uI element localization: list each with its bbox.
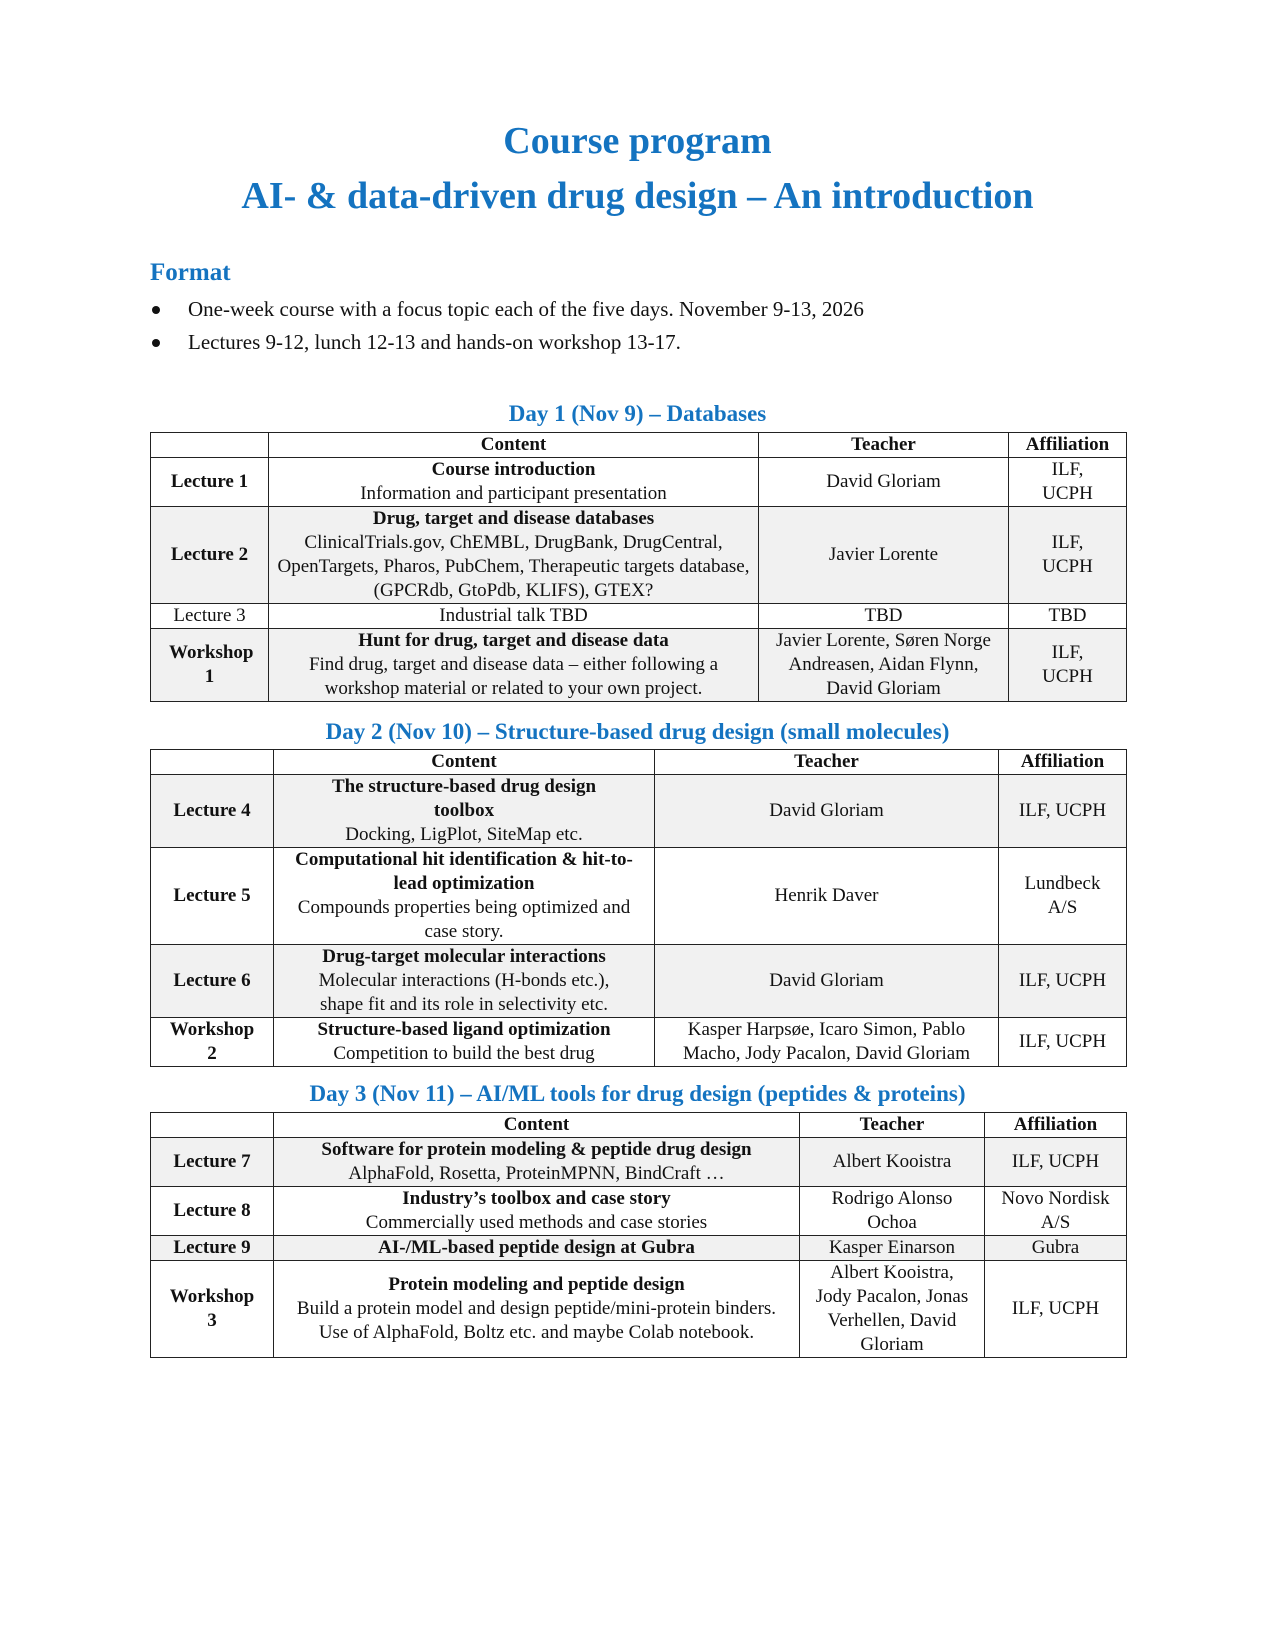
format-heading: Format (150, 259, 231, 286)
affiliation-header: Affiliation (985, 1113, 1127, 1138)
content-header: Content (269, 433, 759, 458)
table-row (151, 1236, 1127, 1261)
day-3-table (150, 1112, 1127, 1358)
table-row (151, 1261, 1127, 1358)
table-row (151, 604, 1127, 629)
day-2-heading: Day 2 (Nov 10) – Structure-based drug design (small molecules) (325, 719, 950, 744)
session-teacher: David Gloriam (759, 458, 1009, 507)
session-title: Drug, target and disease databases (372, 508, 655, 529)
session-description: ClinicalTrials.gov, ChEMBL, DrugBank, DrugCentral, OpenTargets, Pharos, PubChem, Therapeutic targets database, (GPCRdb, GtoPdb, KLIFS), GTEX? (277, 532, 750, 601)
day-1-table (150, 432, 1127, 702)
session-teacher: Henrik Daver (655, 848, 999, 945)
session-affiliation: TBD (1009, 604, 1127, 629)
session-title: The structure-based drug design toolbox (331, 776, 597, 821)
session-teacher: TBD (759, 604, 1009, 629)
session-teacher: David Gloriam (655, 775, 999, 848)
teacher-header: Teacher (800, 1113, 985, 1138)
session-affiliation: Lundbeck A/S (999, 848, 1127, 945)
session-title: Software for protein modeling & peptide drug design (321, 1139, 752, 1160)
session-title: Computational hit identification & hit-to-lead optimization (295, 849, 633, 894)
session-affiliation: Novo Nordisk A/S (985, 1187, 1127, 1236)
session-content (274, 848, 655, 945)
page-subtitle: AI- & data-driven drug design – An introduction (241, 175, 1034, 217)
session-content (274, 945, 655, 1018)
affiliation-header: Affiliation (999, 750, 1127, 775)
session-affiliation: ILF, UCPH (999, 945, 1127, 1018)
session-teacher: David Gloriam (655, 945, 999, 1018)
session-content (274, 1138, 800, 1187)
session-content (269, 629, 759, 702)
day-1-heading: Day 1 (Nov 9) – Databases (508, 401, 767, 426)
teacher-header: Teacher (759, 433, 1009, 458)
session-label: Lecture 9 (151, 1236, 274, 1261)
session-description: Competition to build the best drug (333, 1043, 595, 1064)
session-label: Lecture 2 (151, 507, 269, 604)
session-label: Lecture 8 (151, 1187, 274, 1236)
session-title: Hunt for drug, target and disease data (358, 630, 669, 651)
format-bullet: Lectures 9-12, lunch 12-13 and hands-on workshop 13-17. (150, 326, 864, 359)
session-teacher: Albert Kooistra (800, 1138, 985, 1187)
session-content (269, 604, 759, 629)
table-header-row (151, 1113, 1127, 1138)
table-row (151, 1187, 1127, 1236)
session-description: Find drug, target and disease data – either following a workshop material or related to your own project. (308, 654, 719, 699)
session-label: Workshop 3 (151, 1261, 274, 1358)
table-row (151, 1138, 1127, 1187)
session-label: Lecture 3 (151, 604, 269, 629)
session-description: Information and participant presentation (360, 483, 667, 504)
session-affiliation: ILF, UCPH (1009, 507, 1127, 604)
session-label: Lecture 1 (151, 458, 269, 507)
session-description: Build a protein model and design peptide/mini-protein binders. Use of AlphaFold, Boltz etc. and maybe Colab notebook. (296, 1298, 777, 1343)
session-teacher: Javier Lorente, Søren Norge Andreasen, Aidan Flynn, David Gloriam (759, 629, 1009, 702)
session-label: Workshop 2 (151, 1018, 274, 1067)
corner-cell (151, 1113, 274, 1138)
affiliation-header: Affiliation (1009, 433, 1127, 458)
session-teacher: Javier Lorente (759, 507, 1009, 604)
session-label: Lecture 5 (151, 848, 274, 945)
session-teacher: Kasper Einarson (800, 1236, 985, 1261)
table-header-row (151, 433, 1127, 458)
bullet-icon (152, 306, 160, 314)
table-row (151, 848, 1127, 945)
table-row (151, 775, 1127, 848)
session-content (274, 1261, 800, 1358)
table-header-row (151, 750, 1127, 775)
session-title: Protein modeling and peptide design (388, 1274, 685, 1295)
session-content (269, 507, 759, 604)
bullet-icon (152, 339, 160, 347)
session-content (274, 1187, 800, 1236)
session-title: AI-/ML-based peptide design at Gubra (378, 1237, 695, 1258)
session-label: Lecture 7 (151, 1138, 274, 1187)
day-3-heading: Day 3 (Nov 11) – AI/ML tools for drug design (peptides & proteins) (309, 1081, 966, 1106)
corner-cell (151, 750, 274, 775)
corner-cell (151, 433, 269, 458)
teacher-header: Teacher (655, 750, 999, 775)
session-content (274, 1236, 800, 1261)
content-header: Content (274, 750, 655, 775)
table-row (151, 629, 1127, 702)
format-list (150, 293, 864, 359)
session-description: Commercially used methods and case stories (365, 1212, 708, 1233)
session-description: Industrial talk TBD (439, 605, 588, 626)
day-2-table (150, 749, 1127, 1067)
session-affiliation: Gubra (985, 1236, 1127, 1261)
session-label: Lecture 6 (151, 945, 274, 1018)
session-affiliation: ILF, UCPH (999, 1018, 1127, 1067)
session-teacher: Kasper Harpsøe, Icaro Simon, Pablo Macho, Jody Pacalon, David Gloriam (655, 1018, 999, 1067)
session-content (269, 458, 759, 507)
page-title: Course program (503, 120, 772, 162)
table-row (151, 1018, 1127, 1067)
session-label: Lecture 4 (151, 775, 274, 848)
table-row (151, 945, 1127, 1018)
session-description: Docking, LigPlot, SiteMap etc. (345, 824, 583, 845)
session-description: Molecular interactions (H-bonds etc.), shape fit and its role in selectivity etc. (318, 970, 610, 1015)
session-title: Structure-based ligand optimization (317, 1019, 611, 1040)
session-description: AlphaFold, Rosetta, ProteinMPNN, BindCraft … (348, 1163, 725, 1184)
session-affiliation: ILF, UCPH (1009, 458, 1127, 507)
table-row (151, 458, 1127, 507)
session-affiliation: ILF, UCPH (999, 775, 1127, 848)
session-description: Compounds properties being optimized and case story. (297, 897, 631, 942)
format-bullet: One-week course with a focus topic each of the five days. November 9-13, 2026 (150, 293, 864, 326)
session-content (274, 775, 655, 848)
session-content (274, 1018, 655, 1067)
table-row (151, 507, 1127, 604)
session-title: Drug-target molecular interactions (322, 946, 606, 967)
session-title: Course introduction (431, 459, 596, 480)
session-teacher: Albert Kooistra, Jody Pacalon, Jonas Verhellen, David Gloriam (800, 1261, 985, 1358)
session-title: Industry’s toolbox and case story (402, 1188, 671, 1209)
session-teacher: Rodrigo Alonso Ochoa (800, 1187, 985, 1236)
session-affiliation: ILF, UCPH (985, 1138, 1127, 1187)
session-affiliation: ILF, UCPH (1009, 629, 1127, 702)
session-affiliation: ILF, UCPH (985, 1261, 1127, 1358)
session-label: Workshop 1 (151, 629, 269, 702)
content-header: Content (274, 1113, 800, 1138)
